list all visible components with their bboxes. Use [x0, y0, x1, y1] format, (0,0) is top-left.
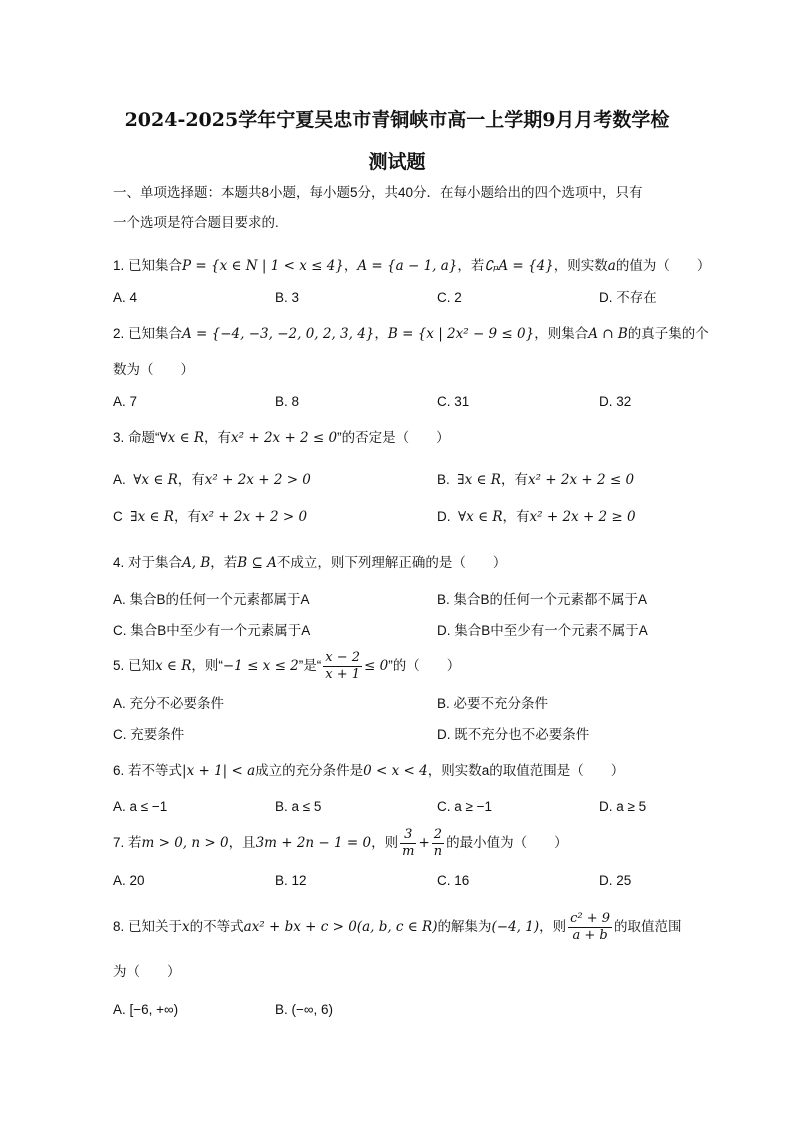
q3-option-d-text: ，有 — [502, 509, 530, 524]
q5-range: −1 ≤ x ≤ 2 — [222, 658, 299, 674]
question-8 — [113, 909, 683, 945]
question-8-cont: 为（ ） — [113, 964, 181, 979]
q7-equation: 3m + 2n − 1 = 0 — [255, 835, 372, 851]
q1-set-p: P = {x ∈ N | 1 < x ≤ 4} — [182, 258, 344, 274]
q2-set-b: B = {x | 2x² − 9 ≤ 0} — [387, 326, 535, 342]
q1-option-b: B. 3 — [275, 290, 300, 305]
q1-text: ，则实数 — [553, 258, 608, 273]
q3-option-b-quantifier: ∃x ∈ R — [457, 472, 501, 488]
q5-text: ”的（ ） — [388, 658, 461, 673]
section-heading-cont: 一个选项是符合题目要求的. — [113, 215, 279, 230]
q3-option-d — [437, 507, 636, 527]
q5-option-a: A. 充分不必要条件 — [113, 696, 225, 711]
q5-text: 5. 已知 — [113, 658, 156, 673]
q2-option-c: C. 31 — [437, 394, 470, 409]
q7-option-c: C. 16 — [437, 873, 470, 888]
q1-complement: ∁ₚA = {4} — [484, 258, 554, 274]
q6-text: ，则实数a的取值范围是（ ） — [427, 763, 625, 778]
question-1 — [113, 256, 711, 276]
q3-option-c-quantifier: ∃x ∈ R — [130, 509, 174, 525]
q5-option-b: B. 必要不充分条件 — [437, 696, 549, 711]
question-2 — [113, 324, 709, 344]
q7-option-d: D. 25 — [599, 873, 632, 888]
q8-option-a: A. [−6, +∞) — [113, 1002, 179, 1017]
q1-var-a: a — [607, 258, 616, 274]
q7-fraction-1-numerator: 3 — [400, 827, 416, 844]
q6-option-a: A. a ≤ −1 — [113, 799, 168, 814]
q1-set-a: A = {a − 1, a} — [357, 258, 458, 274]
q7-option-b: B. 12 — [275, 873, 307, 888]
q3-option-a-quantifier: ∀x ∈ R — [133, 472, 178, 488]
q1-option-a: A. 4 — [113, 290, 138, 305]
q3-option-d-label: D. — [437, 509, 451, 524]
question-2-cont: 数为（ ） — [113, 362, 194, 377]
q8-text: 的不等式 — [189, 919, 244, 934]
q2-intersection: A ∩ B — [588, 326, 628, 342]
q8-text: 8. 已知关于 — [113, 919, 183, 934]
q6-condition: 0 < x < 4 — [363, 763, 428, 779]
q6-text: 成立的充分条件是 — [255, 763, 364, 778]
q4-option-c: C. 集合B中至少有一个元素属于A — [113, 623, 311, 638]
q3-quantifier: ∀x ∈ R — [159, 430, 205, 446]
q4-text: 不成立，则下列理解正确的是（ ） — [276, 555, 507, 570]
q3-option-b-text: ，有 — [500, 472, 528, 487]
question-3 — [113, 428, 683, 448]
q3-inequality: x² + 2x + 2 ≤ 0 — [231, 430, 338, 446]
q7-fraction-2-numerator: 2 — [432, 827, 444, 844]
q3-option-d-quantifier: ∀x ∈ R — [458, 509, 503, 525]
q1-text: 的值为（ ） — [615, 258, 711, 273]
q3-option-c-inequality: x² + 2x + 2 > 0 — [200, 509, 308, 525]
q4-text: 4. 对于集合 — [113, 555, 183, 570]
q6-option-d: D. a ≥ 5 — [599, 799, 647, 814]
question-4 — [113, 553, 683, 573]
q7-option-a: A. 20 — [113, 873, 145, 888]
q7-plus: + — [418, 835, 430, 851]
q7-text: 的最小值为（ ） — [446, 835, 568, 850]
question-7 — [113, 825, 683, 861]
q4-text: ，若 — [210, 555, 238, 570]
q4-subset: B ⊆ A — [237, 555, 277, 571]
q7-text: ，则 — [371, 835, 399, 850]
q3-text: ”的否定是（ ） — [337, 430, 450, 445]
q7-condition: m > 0, n > 0 — [141, 835, 229, 851]
q2-text: 的真子集的个 — [627, 326, 709, 341]
q5-domain: x ∈ R — [155, 658, 192, 674]
q8-text: ，则 — [539, 919, 567, 934]
q5-text: ”是“ — [298, 658, 322, 673]
q7-fraction-1 — [400, 827, 416, 860]
q5-fraction-denominator: x + 1 — [325, 666, 361, 682]
q6-inequality: |x + 1| < a — [182, 763, 256, 779]
q3-option-a-inequality: x² + 2x + 2 > 0 — [204, 472, 311, 488]
q5-option-c: C. 充要条件 — [113, 727, 185, 742]
q2-option-b: B. 8 — [275, 394, 300, 409]
q8-option-b: B. (−∞, 6) — [275, 1002, 334, 1017]
q3-text: ，有 — [204, 430, 232, 445]
q1-option-c: C. 2 — [437, 290, 462, 305]
q3-option-a — [113, 470, 311, 490]
question-5 — [113, 648, 683, 684]
q8-fraction-numerator: c² + 9 — [570, 910, 611, 926]
q8-inequality: ax² + bx + c > 0(a, b, c ∈ R) — [243, 919, 438, 935]
question-6 — [113, 761, 683, 781]
q1-text: ， — [343, 258, 358, 273]
q8-text: 的取值范围 — [614, 919, 682, 934]
q3-text: 3. 命题“ — [113, 430, 160, 445]
q2-text: ，则集合 — [534, 326, 589, 341]
q3-option-b — [437, 470, 634, 490]
q5-fraction — [323, 650, 362, 683]
q5-fraction-numerator: x − 2 — [325, 649, 361, 665]
q2-text: 2. 已知集合 — [113, 326, 183, 341]
q1-option-d: D. 不存在 — [599, 290, 657, 305]
q2-set-a: A = {−4, −3, −2, 0, 2, 3, 4} — [182, 326, 375, 342]
q7-text: 7. 若 — [113, 835, 142, 850]
q3-option-c-text: ，有 — [173, 509, 201, 524]
q4-option-d: D. 集合B中至少有一个元素不属于A — [437, 623, 648, 638]
q3-option-a-label: A. — [113, 472, 126, 487]
q7-text: ，且 — [228, 835, 256, 850]
q8-fraction — [568, 911, 612, 944]
q2-text: ， — [374, 326, 388, 341]
q2-option-a: A. 7 — [113, 394, 138, 409]
q7-fraction-2 — [432, 827, 444, 860]
q8-fraction-denominator: a + b — [572, 927, 608, 943]
q4-option-a: A. 集合B的任何一个元素都属于A — [113, 592, 310, 607]
q4-option-b: B. 集合B的任何一个元素都不属于A — [437, 592, 648, 607]
q1-text: ，若 — [457, 258, 485, 273]
q6-option-c: C. a ≥ −1 — [437, 799, 493, 814]
section-heading: 一、单项选择题：本题共8小题，每小题5分，共40分．在每小题给出的四个选项中，只有 — [113, 185, 643, 200]
q3-option-d-inequality: x² + 2x + 2 ≥ 0 — [529, 509, 636, 525]
q8-var-x: x — [182, 919, 190, 935]
q8-solution-set: (−4, 1) — [491, 919, 540, 935]
q7-fraction-2-denominator: n — [433, 843, 443, 859]
q2-option-d: D. 32 — [599, 394, 632, 409]
q3-option-b-label: B. — [437, 472, 450, 487]
q6-text: 6. 若不等式 — [113, 763, 183, 778]
q3-option-a-text: ，有 — [177, 472, 205, 487]
q1-text: 1. 已知集合 — [113, 258, 183, 273]
q7-fraction-1-denominator: m — [402, 843, 415, 859]
page-title: 2024-2025学年宁夏吴忠市青铜峡市高一上学期9月月考数学检 — [124, 109, 670, 131]
q3-option-b-inequality: x² + 2x + 2 ≤ 0 — [527, 472, 635, 488]
q5-inequality: ≤ 0 — [364, 658, 389, 674]
q4-sets: A, B — [182, 555, 211, 571]
q6-option-b: B. a ≤ 5 — [275, 799, 322, 814]
q5-option-d: D. 既不充分也不必要条件 — [437, 727, 590, 742]
q3-option-c-label: C — [113, 509, 123, 524]
q3-option-c — [113, 507, 307, 527]
q8-text: 的解集为 — [437, 919, 492, 934]
q5-text: ，则“ — [191, 658, 223, 673]
page-title-cont: 测试题 — [368, 151, 426, 173]
